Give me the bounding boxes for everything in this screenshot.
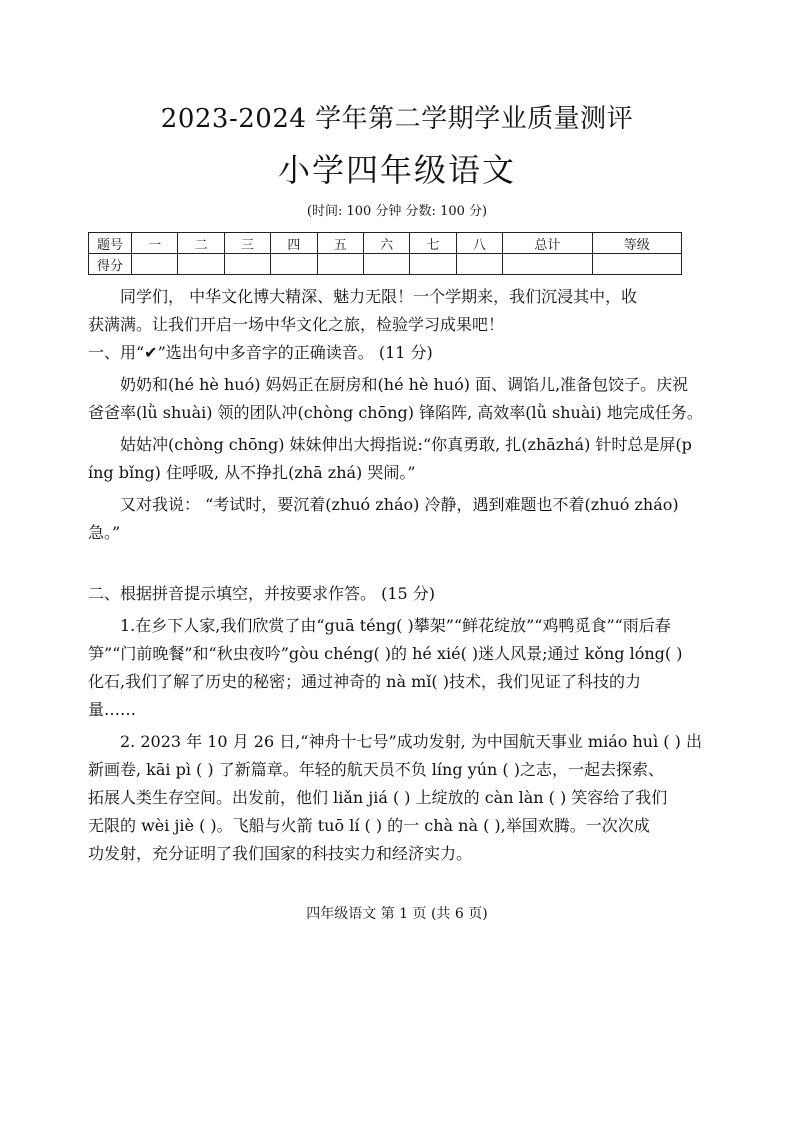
exam-title: 2023-2024 学年第二学期学业质量测评: [160, 104, 634, 134]
exam-time-score-info: (时间: 100 分钟 分数: 100 分): [306, 204, 488, 219]
score-cell[interactable]: [178, 254, 224, 275]
page-footer: 四年级语文 第 1 页 (共 6 页): [306, 906, 488, 922]
score-table-score-row: [89, 254, 682, 275]
section-2-q1-line: 1.在乡下人家,我们欣赏了由“guā téng( )攀架”“鲜花绽放”“鸡鸭觅食”“雨后春: [120, 616, 671, 635]
section-1-p1-line: 奶奶和(hé hè huó) 妈妈正在厨房和(hé hè huó) 面、调馅儿,准备包饺子。庆祝: [120, 375, 689, 394]
score-table-header-row: [89, 233, 682, 254]
exam-subject-title: 小学四年级语文: [277, 151, 516, 189]
section-2-q2-line: 新画卷, kāi pì ( ) 了新篇章。年轻的航天员不负 líng yún ( )之志，一起去探索、: [88, 760, 664, 779]
score-cell[interactable]: [503, 254, 592, 275]
score-cell[interactable]: [317, 254, 363, 275]
score-table-col-3: 三: [224, 233, 270, 254]
score-table-col-5: 五: [317, 233, 363, 254]
score-table-col-total: 总计: [503, 233, 592, 254]
section-1-p1-line: 爸爸率(lǜ shuài) 领的团队冲(chòng chōng) 锋陷阵, 高效率(lǜ shuài) 地完成任务。: [88, 403, 703, 422]
intro-line: 同学们， 中华文化博大精深、魅力无限！一个学期来，我们沉浸其中，收: [120, 287, 638, 306]
score-table: [88, 232, 682, 275]
score-table-row-header: 题号: [89, 233, 132, 254]
section-2-q1-line: 笋”“门前晚餐”和“秋虫夜吟”gòu chéng( )的 hé xié( )迷人风景;通过 kǒng lóng( ): [88, 644, 683, 663]
score-table-row2-header: 得分: [89, 254, 132, 275]
section-1-heading: 一、用“✔”选出句中多音字的正确读音。 (11 分): [88, 343, 433, 362]
section-2-q2-line: 无限的 wèi jiè ( )。飞船与火箭 tuō lí ( ) 的一 chà nà ( ),举国欢腾。一次次成: [88, 816, 650, 835]
score-cell[interactable]: [592, 254, 681, 275]
score-table-col-grade: 等级: [592, 233, 681, 254]
section-1: [88, 339, 724, 547]
score-cell[interactable]: [132, 254, 178, 275]
section-1-p2-line: íng bǐng) 住呼吸, 从不挣扎(zhā zhá) 哭闹。”: [88, 463, 416, 482]
section-1-p3-line: 又对我说： “考试时，要沉着(zhuó zháo) 冷静，遇到难题也不着(zhuó zháo): [120, 495, 679, 514]
score-cell[interactable]: [456, 254, 502, 275]
score-cell[interactable]: [271, 254, 317, 275]
section-2-q2-line: 2. 2023 年 10 月 26 日,“神舟十七号”成功发射, 为中国航天事业 miáo huì ( ) 出: [120, 732, 702, 751]
score-cell[interactable]: [363, 254, 409, 275]
intro-paragraph: [88, 283, 724, 339]
score-table-col-1: 一: [132, 233, 178, 254]
section-2-q1-line: 量……: [88, 700, 137, 719]
score-table-col-7: 七: [410, 233, 456, 254]
section-1-p3-line: 急。”: [88, 523, 121, 542]
intro-line: 获满满。让我们开启一场中华文化之旅，检验学习成果吧！: [88, 315, 505, 334]
score-cell[interactable]: [410, 254, 456, 275]
score-table-col-6: 六: [363, 233, 409, 254]
section-2-q2-line: 功发射，充分证明了我们国家的科技实力和经济实力。: [88, 844, 473, 863]
section-1-p2-line: 姑姑冲(chòng chōng) 妹妹伸出大拇指说:“你真勇敢, 扎(zhāzhá) 针时总是屏(p: [120, 435, 692, 454]
section-2-q1-line: 化石,我们了解了历史的秘密；通过神奇的 nà mǐ( )技术，我们见证了科技的力: [88, 672, 641, 691]
score-table-col-4: 四: [271, 233, 317, 254]
section-2-heading: 二、根据拼音提示填空，并按要求作答。 (15 分): [88, 584, 436, 603]
score-cell[interactable]: [224, 254, 270, 275]
section-2: [88, 580, 724, 868]
section-2-q2-line: 拓展人类生存空间。出发前，他们 liǎn jiá ( ) 上绽放的 càn làn ( ) 笑容给了我们: [88, 788, 668, 807]
score-table-col-2: 二: [178, 233, 224, 254]
score-table-col-8: 八: [456, 233, 502, 254]
